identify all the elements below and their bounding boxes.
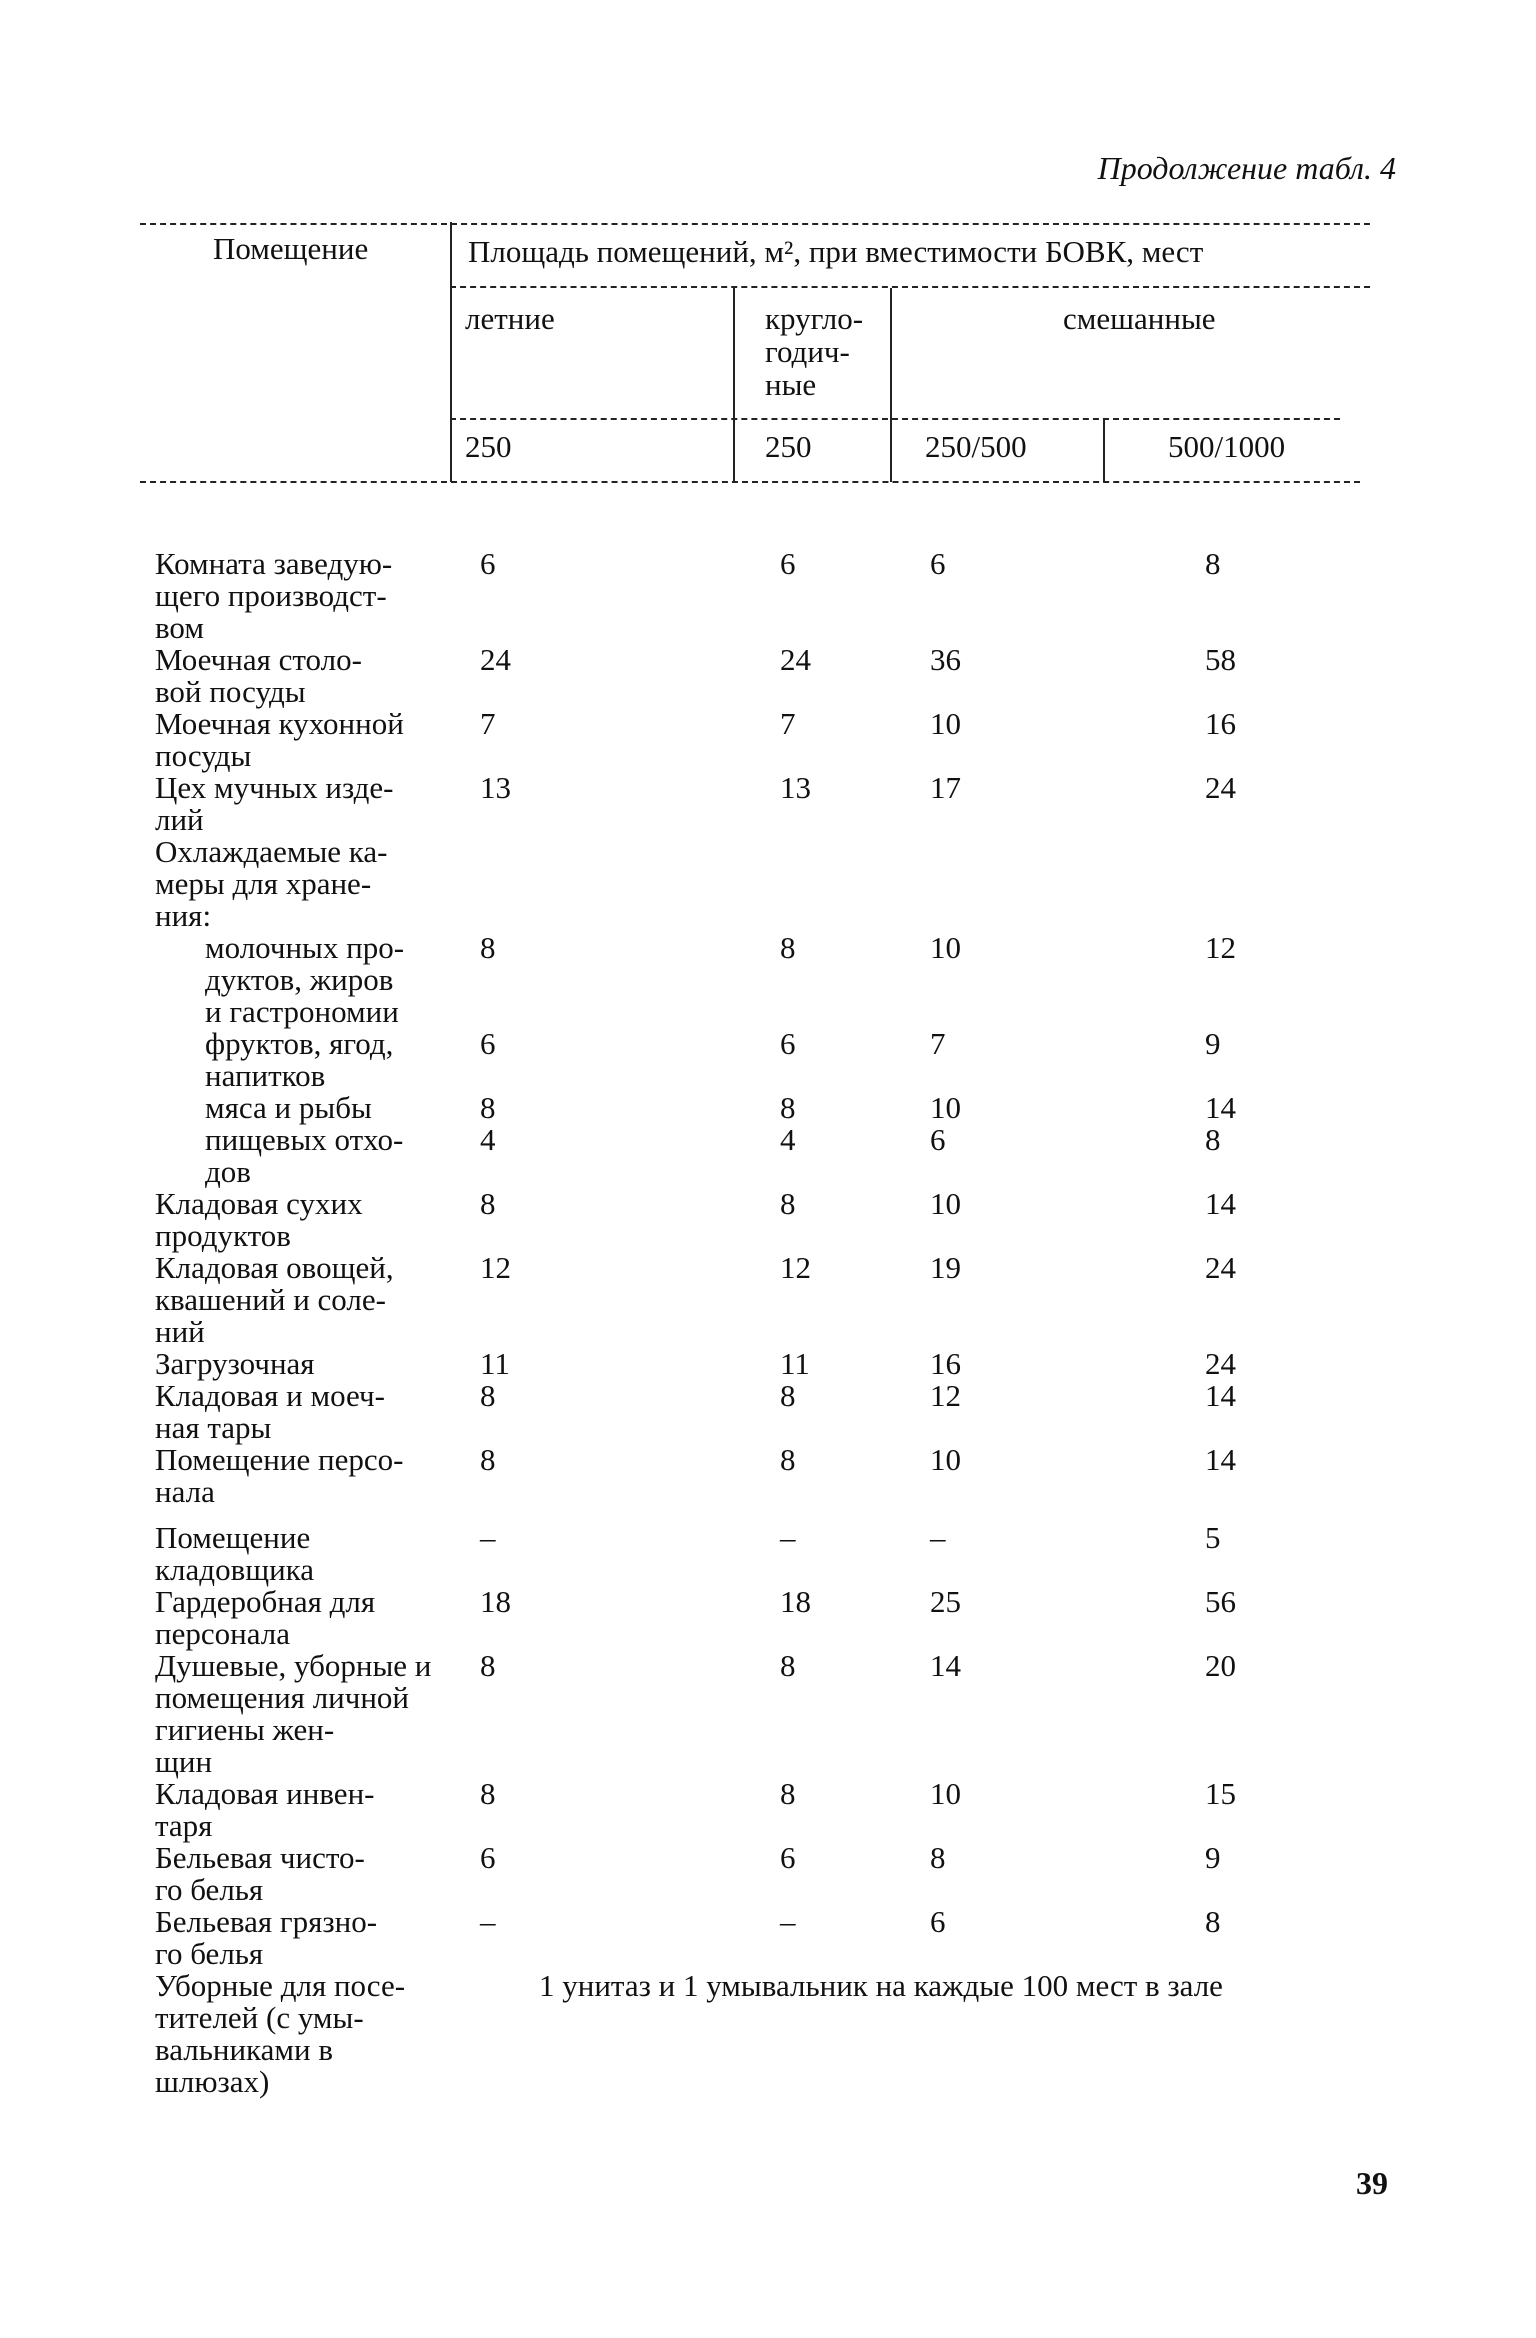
- area-value: 4: [480, 1122, 496, 1157]
- table-row: [155, 708, 1355, 772]
- table-row: [155, 1650, 1355, 1778]
- area-value: 13: [780, 770, 811, 805]
- room-name: Кладовая и моеч- ная тары: [155, 1378, 385, 1445]
- area-value: 19: [930, 1250, 961, 1285]
- header-yearround: кругло- годич- ные: [765, 301, 864, 402]
- table-row: [155, 1348, 1355, 1380]
- area-value: 8: [480, 1378, 496, 1413]
- room-name: Уборные для посе- тителей (с умы- вальниками в шлюзах): [155, 1968, 406, 2099]
- area-value: 10: [930, 930, 961, 965]
- area-value: 12: [480, 1250, 511, 1285]
- room-name: Моечная кухонной посуды: [155, 706, 404, 773]
- room-name: Бельевая чисто- го белья: [155, 1840, 365, 1907]
- table-row: [155, 548, 1355, 644]
- area-value: 8: [780, 930, 796, 965]
- area-value: 12: [780, 1250, 811, 1285]
- area-value: 8: [930, 1840, 946, 1875]
- area-value: 4: [780, 1122, 796, 1157]
- table-row: [155, 1188, 1355, 1252]
- area-value: 8: [780, 1648, 796, 1683]
- area-value: –: [480, 1904, 496, 1939]
- area-value: 20: [1205, 1648, 1236, 1683]
- room-name: Кладовая сухих продуктов: [155, 1186, 363, 1253]
- table-row: [155, 1842, 1355, 1906]
- area-value: 6: [780, 1026, 796, 1061]
- area-value: 14: [1205, 1378, 1236, 1413]
- area-value: 24: [780, 642, 811, 677]
- room-name: Цех мучных изде- лий: [155, 770, 394, 837]
- area-value: 10: [930, 1442, 961, 1477]
- table-row: [155, 1124, 1355, 1188]
- room-name: Бельевая грязно- го белья: [155, 1904, 378, 1971]
- area-value: 11: [480, 1346, 510, 1381]
- page-number: 39: [1356, 2165, 1388, 2201]
- room-name: Душевые, уборные и помещения личной гигиены жен- щин: [155, 1648, 432, 1779]
- table-row: [155, 1380, 1355, 1444]
- area-value: 36: [930, 642, 961, 677]
- area-value: 8: [780, 1090, 796, 1125]
- area-value: 24: [480, 642, 511, 677]
- table-row: [155, 1970, 1355, 2098]
- area-value: 8: [1205, 1904, 1221, 1939]
- area-value: 16: [930, 1346, 961, 1381]
- area-value: 8: [480, 1442, 496, 1477]
- area-value: –: [930, 1520, 946, 1555]
- table-row: [155, 1522, 1355, 1586]
- row-note: 1 унитаз и 1 умывальник на каждые 100 мест в зале: [539, 1968, 1223, 2003]
- room-name: мяса и рыбы: [205, 1090, 372, 1125]
- header-bottom-rule: [140, 481, 1360, 483]
- area-value: 6: [480, 546, 496, 581]
- area-value: –: [780, 1520, 796, 1555]
- area-value: 5: [1205, 1520, 1221, 1555]
- table-row: [155, 772, 1355, 836]
- header-divider-summer: [733, 288, 735, 482]
- area-value: 58: [1205, 642, 1236, 677]
- area-value: 12: [1205, 930, 1236, 965]
- table-row: [155, 1252, 1355, 1348]
- area-value: 9: [1205, 1840, 1221, 1875]
- area-value: 16: [1205, 706, 1236, 741]
- area-value: 56: [1205, 1584, 1236, 1619]
- area-value: 12: [930, 1378, 961, 1413]
- table-row: [155, 644, 1355, 708]
- room-name: Кладовая инвен- таря: [155, 1776, 375, 1843]
- table-row: [155, 932, 1355, 1028]
- header-cap-mixed-b: 500/1000: [1168, 429, 1286, 464]
- room-name: Помещение персо- нала: [155, 1442, 404, 1509]
- area-value: 6: [780, 546, 796, 581]
- header-cap-mixed-a: 250/500: [925, 429, 1027, 464]
- area-value: 10: [930, 706, 961, 741]
- area-value: 14: [930, 1648, 961, 1683]
- header-mixed: смешанные: [1063, 301, 1216, 336]
- table-row: [155, 1906, 1355, 1970]
- area-value: 18: [480, 1584, 511, 1619]
- area-value: 8: [480, 1776, 496, 1811]
- table-row: [155, 1444, 1355, 1508]
- area-value: 11: [780, 1346, 810, 1381]
- area-value: 8: [780, 1442, 796, 1477]
- area-value: 6: [930, 1122, 946, 1157]
- area-value: 8: [480, 1090, 496, 1125]
- table-row: [155, 1586, 1355, 1650]
- area-value: –: [780, 1904, 796, 1939]
- area-value: 24: [1205, 1250, 1236, 1285]
- table-continuation-caption: Продолжение табл. 4: [1097, 150, 1396, 186]
- area-value: 8: [780, 1378, 796, 1413]
- room-name: Помещение кладовщика: [155, 1520, 315, 1587]
- room-name: Охлаждаемые ка- меры для хране- ния:: [155, 834, 388, 933]
- area-value: 6: [480, 1840, 496, 1875]
- area-value: 24: [1205, 1346, 1236, 1381]
- area-value: 6: [480, 1026, 496, 1061]
- header-cap-summer: 250: [465, 429, 512, 464]
- header-divider-room: [450, 222, 452, 482]
- table-body: [155, 548, 1355, 2098]
- area-value: 8: [480, 1648, 496, 1683]
- area-value: 10: [930, 1090, 961, 1125]
- header-cap-yearround: 250: [765, 429, 812, 464]
- area-value: 14: [1205, 1186, 1236, 1221]
- area-value: 24: [1205, 770, 1236, 805]
- table-row: [155, 836, 1355, 932]
- area-value: 10: [930, 1776, 961, 1811]
- room-name: фруктов, ягод, напитков: [205, 1026, 394, 1093]
- room-name: Моечная столо- вой посуды: [155, 642, 362, 709]
- room-name: молочных про- дуктов, жиров и гастрономии: [205, 930, 405, 1029]
- area-value: 17: [930, 770, 961, 805]
- table-row: [155, 1778, 1355, 1842]
- header-area: Площадь помещений, м², при вместимости БОВК, мест: [468, 234, 1204, 269]
- room-name: Загрузочная: [155, 1346, 315, 1381]
- table-row: [155, 1028, 1355, 1092]
- area-value: 8: [1205, 1122, 1221, 1157]
- room-name: Гардеробная для персонала: [155, 1584, 376, 1651]
- area-value: 6: [930, 1904, 946, 1939]
- area-value: 7: [930, 1026, 946, 1061]
- area-value: 13: [480, 770, 511, 805]
- header-top-rule: [140, 223, 1370, 225]
- header-room: Помещение: [213, 231, 369, 266]
- area-value: 8: [480, 1186, 496, 1221]
- room-name: Кладовая овощей, квашений и соле- ний: [155, 1250, 394, 1349]
- area-value: 14: [1205, 1442, 1236, 1477]
- area-value: 9: [1205, 1026, 1221, 1061]
- room-name: Комната заведую- щего производст- вом: [155, 546, 393, 645]
- area-value: 8: [780, 1186, 796, 1221]
- area-value: 7: [780, 706, 796, 741]
- header-divider-mixed: [1103, 420, 1105, 482]
- area-value: 15: [1205, 1776, 1236, 1811]
- area-value: 10: [930, 1186, 961, 1221]
- area-value: 8: [780, 1776, 796, 1811]
- area-value: 8: [480, 930, 496, 965]
- table-row: [155, 1092, 1355, 1124]
- area-value: 18: [780, 1584, 811, 1619]
- header-divider-yearround: [890, 288, 892, 482]
- header-area-rule: [450, 286, 1370, 288]
- room-name: пищевых отхо- дов: [205, 1122, 404, 1189]
- area-value: 6: [780, 1840, 796, 1875]
- area-value: 25: [930, 1584, 961, 1619]
- area-value: 7: [480, 706, 496, 741]
- area-value: 6: [930, 546, 946, 581]
- area-value: 14: [1205, 1090, 1236, 1125]
- header-summer: летние: [465, 301, 555, 336]
- header-type-rule: [450, 418, 1340, 420]
- area-value: –: [480, 1520, 496, 1555]
- area-value: 8: [1205, 546, 1221, 581]
